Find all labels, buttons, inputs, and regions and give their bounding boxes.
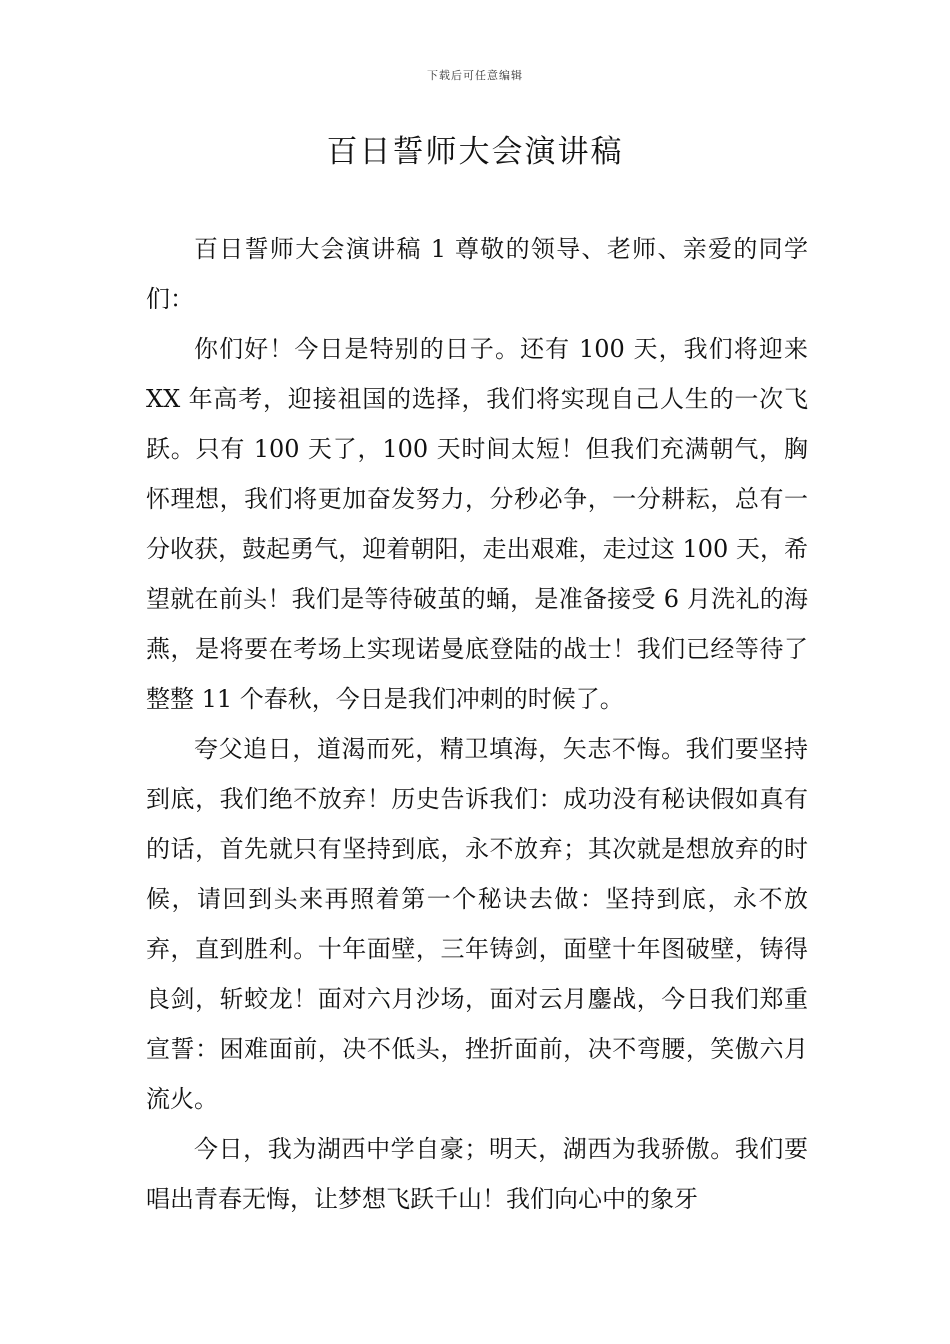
header-note: 下载后可任意编辑: [427, 69, 523, 82]
paragraph-opening: 你们好！今日是特别的日子。还有 100 天，我们将迎来 XX 年高考，迎接祖国的选择，我们将实现自己人生的一次飞跃。只有 100 天了，100 天时间太短！但我们充满朝气，胸怀理想，我们将更加奋发努力，分秒必争，一分耕耘，总有一分收获，鼓起勇气，迎着朝阳，走出艰难，走过这 100 天，希望就在前头！我们是等待破茧的蛹，是准备接受 6 月洗礼的海燕，是将要在考场上实现诺曼底登陆的战士！我们已经等待了整整 11 个春秋，今日是我们冲刺的时候了。: [146, 335, 808, 713]
document-body: [146, 224, 808, 1224]
document-title: 百日誓师大会演讲稿: [326, 134, 624, 170]
paragraph-perseverance: 夸父追日，道渴而死，精卫填海，矢志不悔。我们要坚持到底，我们绝不放弃！历史告诉我们：成功没有秘诀假如真有的话，首先就只有坚持到底，永不放弃；其次就是想放弃的时候，请回到头来再照着第一个秘诀去做：坚持到底，永不放弃，直到胜利。十年面壁，三年铸剑，面壁十年图破壁，铸得良剑，斩蛟龙！面对六月沙场，面对云月鏖战，今日我们郑重宣誓：困难面前，决不低头，挫折面前，决不弯腰，笑傲六月流火。: [146, 735, 808, 1113]
paragraph-school-pride: 今日，我为湖西中学自豪；明天，湖西为我骄傲。我们要唱出青春无悔，让梦想飞跃千山！我们向心中的象牙: [146, 1135, 808, 1213]
paragraph-greeting: 百日誓师大会演讲稿 1 尊敬的领导、老师、亲爱的同学们：: [146, 235, 808, 313]
